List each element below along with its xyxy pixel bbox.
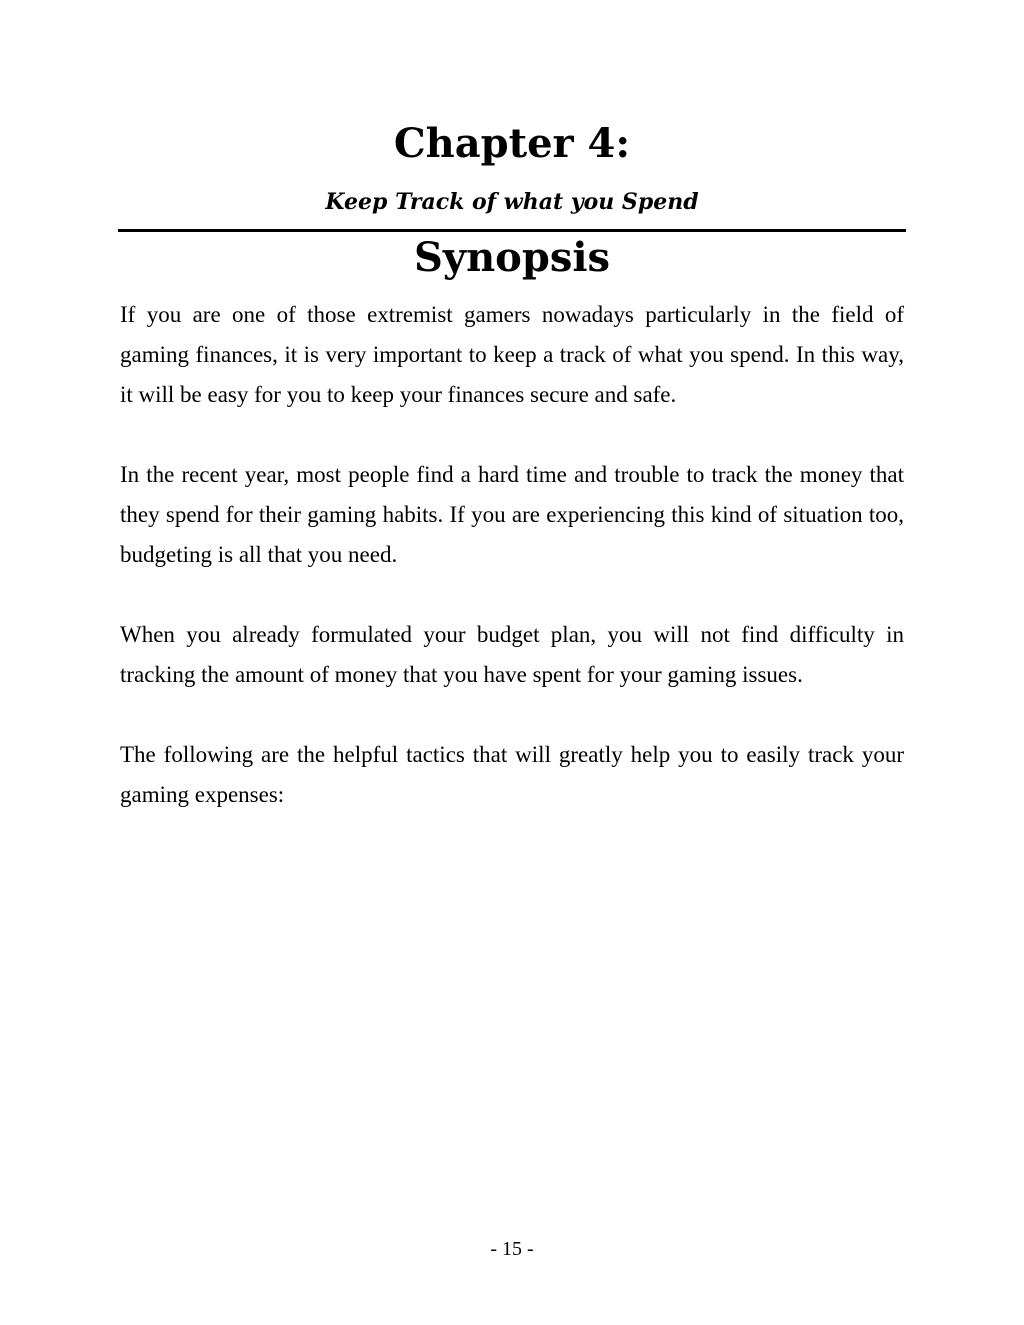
paragraph: When you already formulated your budget plan, you will not find difficulty in tracking the amount of money that you have spent for your gaming issues. [120,622,904,687]
page-number: - 15 - [490,1238,534,1260]
body-text [120,295,904,855]
section-heading: Synopsis [413,234,611,281]
chapter-subtitle: Keep Track of what you Spend [325,189,699,215]
paragraph: If you are one of those extremist gamers nowadays particularly in the field of gaming finances, it is very important to keep a track of what you spend. In this way, it will be easy for you to keep your finances secure and safe. [120,302,904,407]
paragraph: In the recent year, most people find a hard time and trouble to track the money that they spend for their gaming habits. If you are experiencing this kind of situation too, budgeting is all that you need. [120,462,904,567]
chapter-title: Chapter 4: [393,120,631,167]
paragraph: The following are the helpful tactics that will greatly help you to easily track your gaming expenses: [120,742,904,807]
